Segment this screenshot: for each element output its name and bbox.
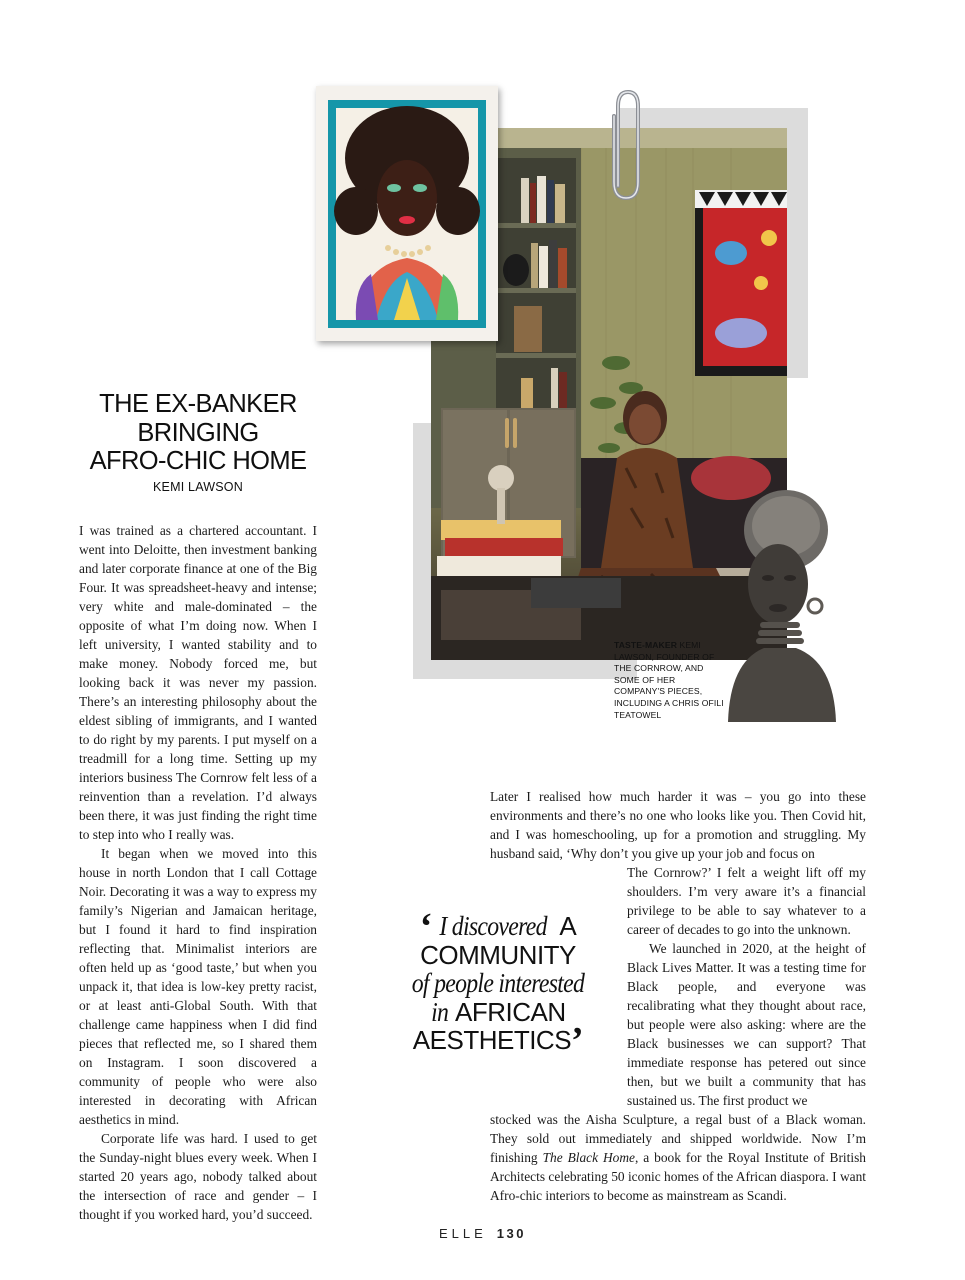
pull-quote-line-1 — [395, 906, 601, 948]
body-paragraph: Corporate life was hard. I used to get the Sunday-night blues every week. When I started 20 years ago, nobody talked about the intersection of race and gender – I thought if you worked hard, you’d succeed. — [79, 1131, 317, 1222]
pull-quote-caps: A — [559, 911, 577, 941]
headline-line-3: AFRO-CHIC HOME — [89, 447, 307, 475]
pull-quote-caps: AESTHETICS — [412, 1025, 572, 1055]
teatowel-illustration — [316, 86, 498, 341]
headline-line-2: BRINGING — [137, 418, 259, 447]
byline: KEMI LAWSON — [153, 480, 243, 494]
close-quote-mark: ’ — [571, 1020, 584, 1062]
photo-caption — [614, 640, 724, 721]
body-paragraph: Later I realised how much harder it was – you go into these environments and there’s no one who looks like you. Then Covid hit, and I was homeschooling, up for a promotion and struggling. My husband said, ‘Why don’t you give up your job and focus on — [490, 789, 866, 861]
pull-quote-line-5 — [395, 1020, 601, 1062]
caption-text: KEMI LAWSON, FOUNDER OF THE CORNROW, AND SOME OF HER COMPANY'S PIECES, INCLUDING A CHRIS OFILI TEATOWEL — [614, 640, 724, 720]
body-paragraph: We launched in 2020, at the height of Black Lives Matter. It was a testing time for Black people, and everyone was recalibrating what they thought about race, but people were also asking: where are the Black businesses we can support? That immediate response has petered out since then, but we built a community that has sustained us. The first product we — [627, 941, 866, 1108]
body-text: stocked was the Aisha Sculpture, a regal bust of a Black woman. They sold out immediately and shipped worldwide. Now I’m finishing — [490, 1112, 866, 1165]
body-text: , a book for the Royal Institute of British Architects celebrating 50 iconic homes of the African diaspora. I want Afro-chic interiors to become as mainstream as Scandi. — [490, 1150, 866, 1203]
bust-illustration — [724, 486, 840, 724]
caption-label: TASTE-MAKER — [614, 640, 678, 650]
teatowel-artwork — [316, 86, 498, 341]
headline-line-1: THE EX-BANKER — [99, 390, 297, 418]
body-column-right-top — [490, 787, 866, 863]
book-title: The Black Home — [542, 1150, 635, 1165]
pull-quote-caps: AFRICAN — [455, 996, 566, 1027]
headline — [78, 390, 318, 476]
magazine-brand: ELLE — [438, 1226, 487, 1241]
pull-quote-italic: of people interested — [411, 968, 585, 998]
bust-sculpture — [724, 486, 840, 724]
open-quote-mark: ‘ — [419, 906, 432, 948]
body-column-right-mid — [627, 863, 866, 1110]
body-column-right-bottom — [490, 1110, 866, 1205]
pull-quote-italic: in — [431, 996, 449, 1027]
body-paragraph: It began when we moved into this house in north London that I call Cottage Noir. Decorating it was a way to express my family’s Nigerian and Jamaican heritage, but I found it hard to find inspiration reflecting that. Minimalist interiors are often held up as ‘good taste,’ but when you unpack it, that idea is low-key pretty racist, or at least anti-Global South. With that challenge came happiness when I did find pieces that reflected me, so I shared them on Instagram. I soon discovered a community of people who were also interested in decorating with African aesthetics in mind. — [79, 846, 317, 1127]
pull-quote-italic: I discovered — [439, 911, 547, 941]
paper-clip-icon — [604, 86, 650, 204]
body-paragraph: The Cornrow?’ I felt a weight lift off my shoulders. I’m very aware it’s a financial privilege to be able to say whatever to a career of decades to go into the unknown. — [627, 865, 866, 937]
pull-quote — [395, 906, 601, 1062]
paper-clip — [604, 86, 650, 204]
page-number: 130 — [496, 1226, 526, 1241]
pull-quote-line-3 — [395, 969, 601, 998]
body-column-left — [79, 521, 317, 1224]
page-folio — [0, 1226, 965, 1241]
pull-quote-line-2: COMMUNITY — [420, 939, 576, 970]
body-paragraph — [490, 1110, 866, 1205]
body-paragraph: I was trained as a chartered accountant. I went into Deloitte, then investment banking and later corporate finance at one of the Big Four. It was spreadsheet-heavy and intense; very white and male-dominated – the opposite of what I’m doing now. When I left university, I wanted stability and to make money. Nobody forced me, but looking back it was never my passion. There’s an interesting philosophy about the eldest sibling of immigrants, and I wanted to do right by my parents. I put myself on a treadmill for a long time. Setting up my interiors business The Cornrow felt less of a reinvention than a revelation. I’d always been there, it was just finding the right time to step into who I really was. — [79, 523, 317, 842]
